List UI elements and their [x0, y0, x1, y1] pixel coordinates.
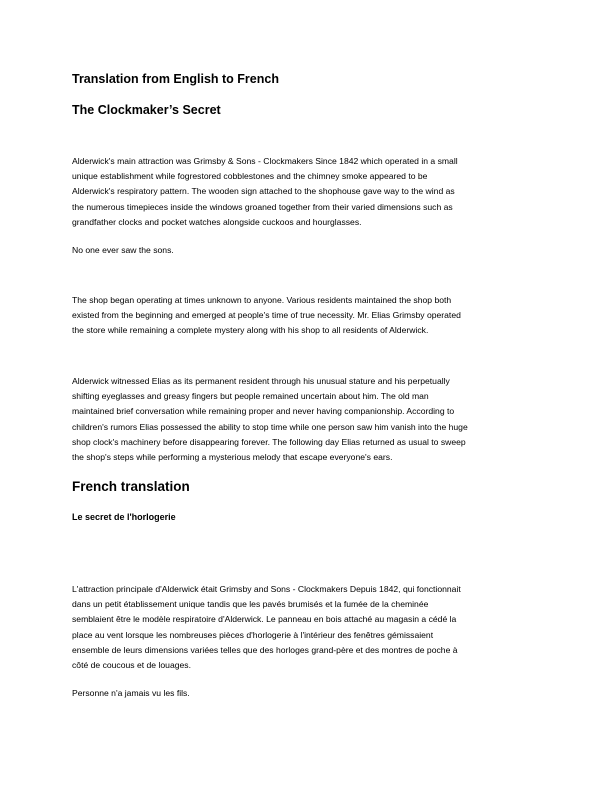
text-line: shifting eyeglasses and greasy fingers but people remained uncertain about him. The old man: [72, 391, 429, 402]
french-paragraph-2: [72, 686, 540, 701]
text-line: children's rumors Elias possessed the ability to stop time while one person saw him vanish into the huge: [72, 421, 468, 432]
french-translation-heading: French translation: [72, 479, 190, 494]
text-line: côté de coucous et de louages.: [72, 660, 191, 671]
text-line: place au vent lorsque les nombreuses pièces d'horlogerie à l'intérieur des fenêtres gémissaient: [72, 629, 434, 640]
story-title: The Clockmaker’s Secret: [72, 103, 221, 117]
text-line: Alderwick witnessed Elias as its permanent resident through his unusual stature and his perpetually: [72, 376, 450, 386]
text-line: the shop's steps while performing a mysterious melody that escape everyone's ears.: [72, 452, 393, 463]
text-line: semblaient être le modèle respiratoire d'Alderwick. Le panneau en bois attaché au magasin a cédé la: [72, 614, 457, 625]
text-line: the numerous timepieces inside the windows groaned together from their varied dimensions such as: [72, 201, 453, 212]
text-line: No one ever saw the sons.: [72, 245, 174, 255]
text-line: dans un petit établissement unique tandis que les pavés brumisés et la fumée de la cheminée: [72, 599, 429, 610]
text-line: unique establishment while fogrestored cobblestones and the chimney smoke appeared to be: [72, 171, 428, 182]
english-paragraph-1: [72, 154, 540, 230]
french-story-title: Le secret de l'horlogerie: [72, 512, 176, 522]
text-line: shop clock's machinery before disappearing forever. The following day Elias returned as usual to sweep: [72, 436, 466, 447]
english-paragraph-2: [72, 243, 540, 258]
text-line: The shop began operating at times unknown to anyone. Various residents maintained the shop both: [72, 295, 452, 305]
text-line: maintained brief conversation while remaining proper and never having companionship. According to: [72, 406, 455, 417]
text-line: L'attraction principale d'Alderwick était Grimsby and Sons - Clockmakers Depuis 1842, qui fonctionnait: [72, 584, 461, 594]
text-line: ensemble de leurs dimensions variées telles que des horloges grand-père et des montres de poche à: [72, 644, 458, 655]
english-paragraph-4: [72, 374, 540, 465]
text-line: grandfather clocks and pocket watches alongside cuckoos and hourglasses.: [72, 216, 362, 227]
text-line: Alderwick's respiratory pattern. The wooden sign attached to the shophouse gave way to the wind as: [72, 186, 455, 197]
text-line: existed from the beginning and emerged at people's time of true necessity. Mr. Elias Grimsby operated: [72, 310, 461, 321]
text-line: the store while remaining a complete mystery along with his shop to all residents of Alderwick.: [72, 325, 429, 336]
english-paragraph-3: [72, 293, 540, 339]
text-line: Alderwick's main attraction was Grimsby & Sons - Clockmakers Since 1842 which operated in a small: [72, 156, 458, 166]
french-paragraph-1: [72, 582, 540, 673]
document-title: Translation from English to French: [72, 72, 279, 86]
text-line: Personne n'a jamais vu les fils.: [72, 688, 190, 698]
